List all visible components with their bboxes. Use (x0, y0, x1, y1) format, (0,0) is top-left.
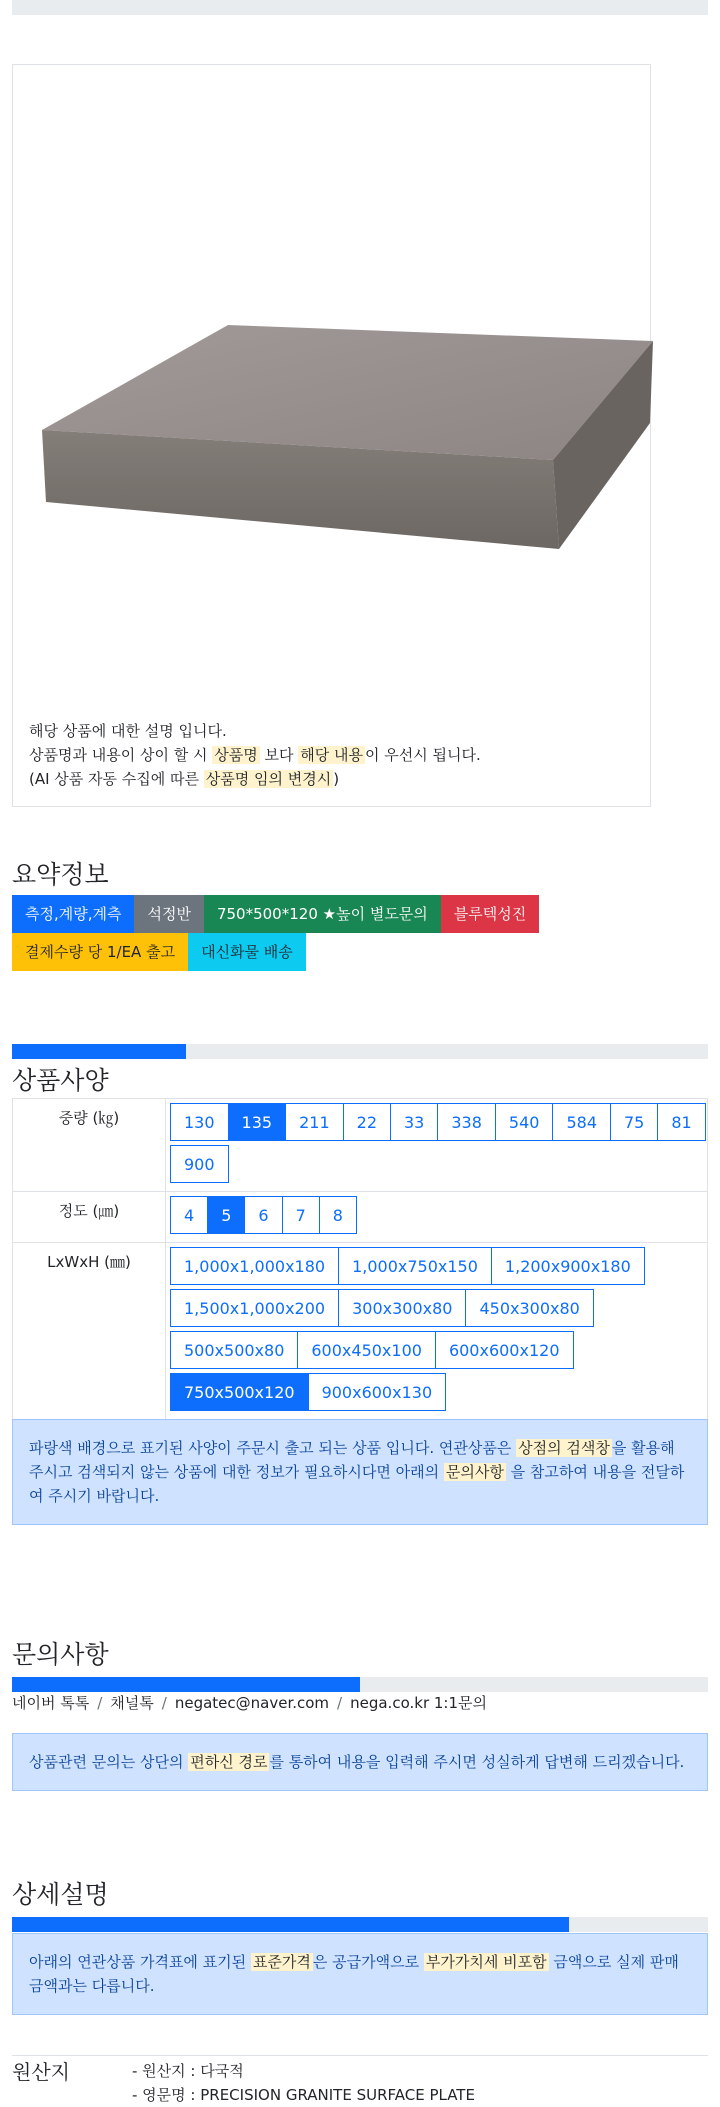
spec-progress-fill (12, 1044, 186, 1059)
size-option[interactable]: 1,000x750x150 (338, 1247, 492, 1285)
size-option[interactable]: 600x600x120 (435, 1331, 574, 1369)
weight-option[interactable]: 81 (657, 1103, 705, 1141)
naver-talk-link[interactable]: 네이버 톡톡 (12, 1694, 90, 1712)
email-link[interactable]: negatec@naver.com (174, 1694, 330, 1712)
size-option[interactable]: 300x300x80 (338, 1289, 466, 1327)
size-option[interactable]: 900x600x130 (308, 1373, 447, 1411)
precision-option[interactable]: 7 (282, 1196, 320, 1234)
weight-option[interactable]: 130 (170, 1103, 229, 1141)
quantity-badge: 결제수량 당 1/EA 출고 (12, 933, 188, 971)
detail-progress-fill (12, 1917, 569, 1932)
size-option[interactable]: 600x450x100 (297, 1331, 436, 1369)
spec-title: 상품사양 (12, 1066, 109, 1095)
size-options (170, 1247, 700, 1415)
weight-option[interactable]: 540 (495, 1103, 554, 1141)
size-badge: 750*500*120 ★높이 별도문의 (204, 895, 441, 933)
size-option[interactable]: 1,500x1,000x200 (170, 1289, 339, 1327)
material-badge: 석정반 (134, 895, 203, 933)
size-option[interactable]: 1,000x1,000x180 (170, 1247, 339, 1285)
granite-plate-image (28, 245, 658, 555)
size-option[interactable]: 450x300x80 (465, 1289, 593, 1327)
weight-option[interactable]: 33 (390, 1103, 438, 1141)
summary-title: 요약정보 (12, 860, 109, 889)
inquiry-progress (12, 1677, 708, 1692)
product-image-box (12, 64, 651, 807)
shipping-badge: 대신화물 배송 (188, 933, 306, 971)
summary-badges (12, 895, 612, 971)
precision-option[interactable]: 6 (244, 1196, 282, 1234)
spec-table (12, 1098, 708, 1426)
size-option[interactable]: 750x500x120 (170, 1373, 309, 1411)
precision-option[interactable]: 8 (319, 1196, 357, 1234)
origin-title: 원산지 (12, 2060, 70, 2084)
description-line: (AI 상품 자동 수집에 따른 상품명 임의 변경시 ) (29, 770, 340, 788)
weight-option[interactable]: 584 (552, 1103, 611, 1141)
weight-option[interactable]: 135 (228, 1103, 287, 1141)
detail-progress (12, 1917, 708, 1932)
spec-row-precision (13, 1192, 708, 1243)
detail-notice: 아래의 연관상품 가격표에 표기된 표준가격 은 공급가액으로 부가가치세 비포함 금액으로 실제 판매금액과는 다릅니다. (12, 1933, 708, 2015)
brand-badge: 블루텍성진 (441, 895, 539, 933)
weight-option[interactable]: 22 (343, 1103, 391, 1141)
spec-row-size (13, 1243, 708, 1426)
origin-section (12, 2055, 708, 2104)
description-line: 상품명과 내용이 상이 할 시 상품명 보다 해당 내용 이 우선시 됩니다. (29, 746, 481, 764)
weight-option[interactable]: 338 (437, 1103, 496, 1141)
inquiry-title: 문의사항 (12, 1640, 109, 1669)
weight-option[interactable]: 211 (285, 1103, 344, 1141)
precision-options (170, 1196, 707, 1238)
spec-label: 정도 (㎛) (13, 1192, 166, 1243)
origin-english-name: - 영문명 : PRECISION GRANITE SURFACE PLATE (132, 2086, 475, 2104)
channel-talk-link[interactable]: 채널톡 (110, 1694, 154, 1712)
inquiry-progress-fill (12, 1677, 360, 1692)
site-inquiry-link[interactable]: nega.co.kr 1:1문의 (350, 1694, 487, 1712)
spec-progress (12, 1044, 708, 1059)
size-option[interactable]: 500x500x80 (170, 1331, 298, 1369)
top-progress-bar (12, 0, 708, 15)
spec-label: LxWxH (㎜) (13, 1243, 166, 1426)
precision-option[interactable]: 4 (170, 1196, 208, 1234)
weight-option[interactable]: 75 (610, 1103, 658, 1141)
size-option[interactable]: 1,200x900x180 (491, 1247, 645, 1285)
spec-label: 중량 (㎏) (13, 1099, 166, 1192)
weight-options (170, 1103, 707, 1187)
spec-notice: 파랑색 배경으로 표기된 사양이 주문시 출고 되는 상품 입니다. 연관상품은 상점의 검색창 을 활용해 주시고 검색되지 않는 상품에 대한 정보가 필요하시다면 아래의 문의사항 을 참고하여 내용을 전달하여 주시기 바랍니다. (12, 1419, 708, 1525)
product-description (29, 719, 481, 791)
detail-title: 상세설명 (12, 1880, 109, 1909)
description-line: 해당 상품에 대한 설명 입니다. (29, 722, 227, 740)
precision-option[interactable]: 5 (207, 1196, 245, 1234)
category-badge: 측정,계량,계측 (12, 895, 134, 933)
contact-breadcrumb: 네이버 톡톡 / 채널톡 / negatec@naver.com / nega.co.kr 1:1문의 (12, 1694, 487, 1712)
inquiry-notice: 상품관련 문의는 상단의 편하신 경로 를 통하여 내용을 입력해 주시면 성실하게 답변해 드리겠습니다. (12, 1733, 708, 1791)
spec-row-weight (13, 1099, 708, 1192)
weight-option[interactable]: 900 (170, 1145, 229, 1183)
origin-country: - 원산지 : 다국적 (132, 2062, 244, 2080)
